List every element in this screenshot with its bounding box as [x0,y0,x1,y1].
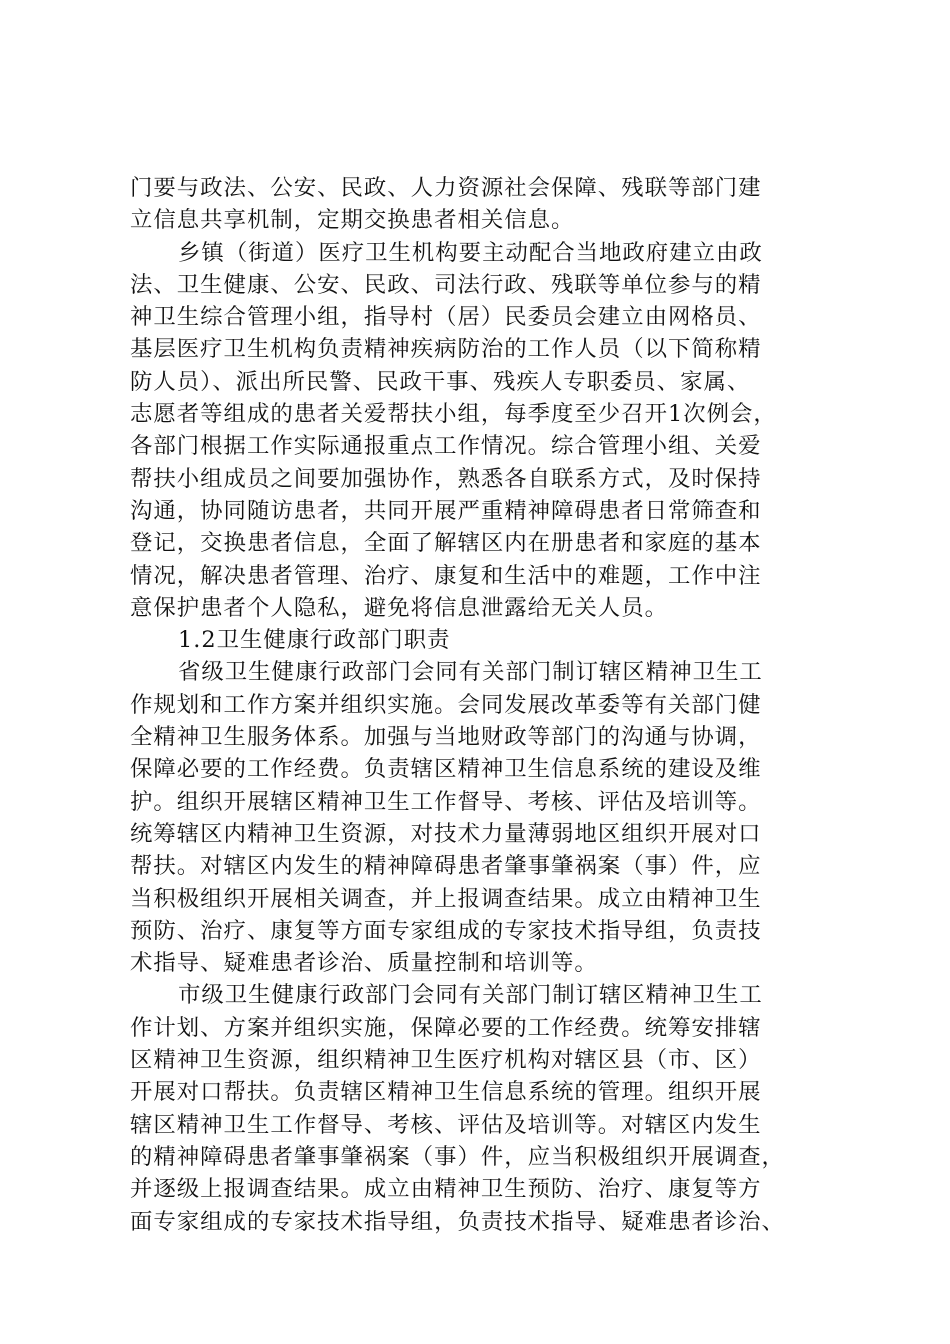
text-line: 当积极组织开展相关调查，并上报调查结果。成立由精神卫生 [130,885,762,912]
text-line: 沟通，协同随访患者，共同开展严重精神障碍患者日常筛查和 [130,497,762,524]
text-line: 开展对口帮扶。负责辖区精神卫生信息系统的管理。组织开展 [130,1079,762,1106]
paragraph-start-line: 乡镇（街道）医疗卫生机构要主动配合当地政府建立由政 [178,239,763,266]
text-line: 门要与政法、公安、民政、人力资源社会保障、残联等部门建 [130,175,762,201]
text-line: 各部门根据工作实际通报重点工作情况。综合管理小组、关爱 [130,433,762,460]
text-line: 作计划、方案并组织实施，保障必要的工作经费。统筹安排辖 [130,1014,762,1041]
section-heading: 1.2卫生健康行政部门职责 [178,627,451,654]
text-line: 辖区精神卫生工作督导、考核、评估及培训等。对辖区内发生 [130,1111,762,1138]
text-line: 保障必要的工作经费。负责辖区精神卫生信息系统的建设及维 [130,756,762,783]
text-line: 全精神卫生服务体系。加强与当地财政等部门的沟通与协调， [130,724,762,751]
text-line: 情况，解决患者管理、治疗、康复和生活中的难题，工作中注 [130,562,762,589]
text-line: 作规划和工作方案并组织实施。会同发展改革委等有关部门健 [130,691,762,718]
text-line: 志愿者等组成的患者关爱帮扶小组，每季度至少召开1次例会， [130,401,777,428]
text-line: 并逐级上报调查结果。成立由精神卫生预防、治疗、康复等方 [130,1176,762,1203]
text-line: 立信息共享机制，定期交换患者相关信息。 [130,207,575,234]
text-line: 神卫生综合管理小组，指导村（居）民委员会建立由网格员、 [130,304,762,331]
text-line: 护。组织开展辖区精神卫生工作督导、考核、评估及培训等。 [130,788,762,815]
paragraph-start-line: 市级卫生健康行政部门会同有关部门制订辖区精神卫生工 [178,982,763,1009]
text-line: 区精神卫生资源，组织精神卫生医疗机构对辖区县（市、区） [130,1047,762,1074]
document-body [130,172,850,1238]
text-line: 面专家组成的专家技术指导组，负责技术指导、疑难患者诊治、 [130,1208,785,1235]
text-line: 基层医疗卫生机构负责精神疾病防治的工作人员（以下简称精 [130,336,762,363]
text-line: 预防、治疗、康复等方面专家组成的专家技术指导组，负责技 [130,917,762,944]
text-line: 统筹辖区内精神卫生资源，对技术力量薄弱地区组织开展对口 [130,820,762,847]
text-line: 的精神障碍患者肇事肇祸案（事）件，应当积极组织开展调查， [130,1143,785,1170]
text-line: 意保护患者个人隐私，避免将信息泄露给无关人员。 [130,594,668,621]
text-line: 登记，交换患者信息，全面了解辖区内在册患者和家庭的基本 [130,530,762,557]
text-line: 防人员）、派出所民警、民政干事、残疾人专职委员、家属、 [130,368,751,395]
text-line: 法、卫生健康、公安、民政、司法行政、残联等单位参与的精 [130,271,762,298]
text-line: 帮扶小组成员之间要加强协作，熟悉各自联系方式，及时保持 [130,465,762,492]
text-line: 帮扶。对辖区内发生的精神障碍患者肇事肇祸案（事）件，应 [130,853,762,880]
text-line: 术指导、疑难患者诊治、质量控制和培训等。 [130,950,598,977]
paragraph-start-line: 省级卫生健康行政部门会同有关部门制订辖区精神卫生工 [178,659,763,686]
